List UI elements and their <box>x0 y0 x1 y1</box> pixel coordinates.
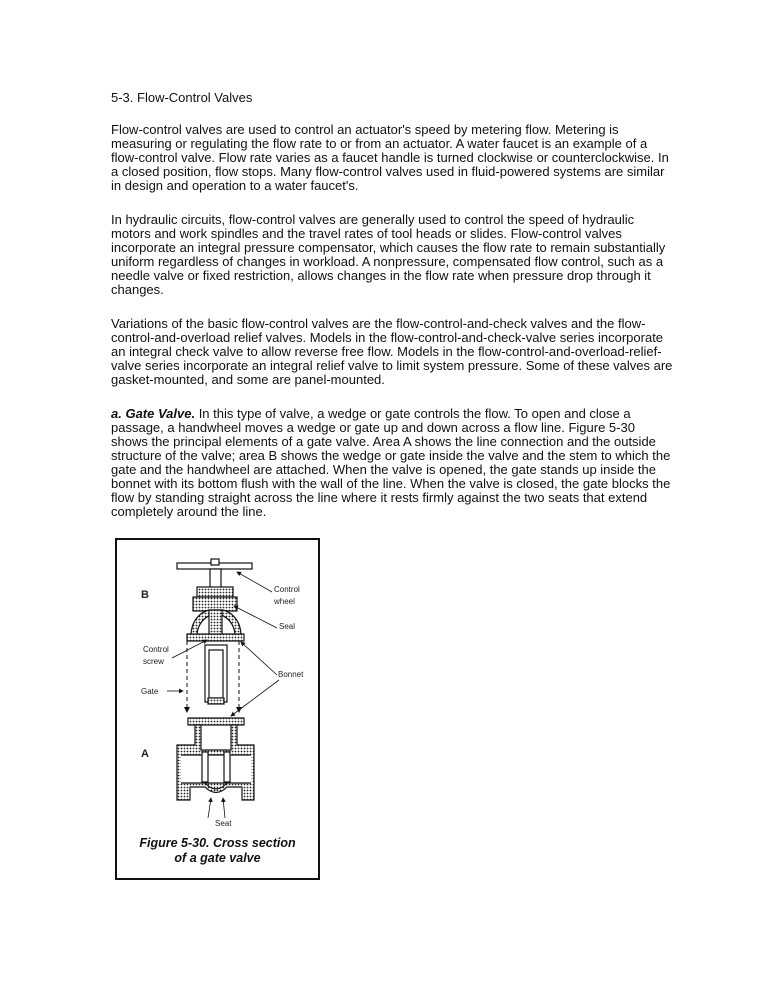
text-line: bonnet with its bottom flush with the wall of the line. When the valve is closed, the gate blocks the <box>111 476 671 491</box>
gate-valve-heading: a. Gate Valve. <box>111 406 196 421</box>
document-page <box>111 91 671 539</box>
text-line: an integral check valve to allow reverse free flow. Models in the flow-control-and-overload-relief- <box>111 344 662 359</box>
paragraph-3 <box>111 317 671 387</box>
label-area-b: B <box>141 589 149 601</box>
text-line: uniform regardless of changes in workload. A nonpressure, compensated flow control, such as a <box>111 254 664 269</box>
label-control-wheel-1: Control <box>274 585 300 594</box>
text-line: incorporate an integral pressure compensator, which causes the flow rate to remain substantially <box>111 240 666 255</box>
label-seat: Seat <box>215 819 232 828</box>
figure-caption-line-1: Figure 5-30. Cross section <box>139 836 296 850</box>
text-line: valve series incorporate an integral relief valve to limit system pressure. Some of these valves are <box>111 358 673 373</box>
text-run: In this type of valve, a wedge or gate controls the flow. To open and close a <box>195 406 631 421</box>
text-line: changes. <box>111 282 164 297</box>
text-line: a closed position, flow stops. Many flow-control valves used in fluid-powered systems are similar <box>111 164 665 179</box>
section-title: 5-3. Flow-Control Valves <box>111 90 253 105</box>
text-line: flow by standing straight across the line where it rests firmly against the two seats that extend <box>111 490 648 505</box>
label-bonnet: Bonnet <box>278 670 304 679</box>
text-line: structure of the valve; area B shows the wedge or gate inside the valve and the stem to which the <box>111 448 671 463</box>
text-line: Variations of the basic flow-control valves are the flow-control-and-check valves and the flow- <box>111 316 646 331</box>
text-line: gasket-mounted, and some are panel-mounted. <box>111 372 385 387</box>
label-control-wheel-2: wheel <box>274 597 295 606</box>
text-line: Flow-control valves are used to control an actuator's speed by metering flow. Metering is <box>111 122 619 137</box>
figure-gate-valve <box>115 538 320 880</box>
text-line: completely around the line. <box>111 504 267 519</box>
text-line: In hydraulic circuits, flow-control valves are generally used to control the speed of hydraulic <box>111 212 635 227</box>
text-line: measuring or regulating the flow rate to or from an actuator. A water faucet is an example of a <box>111 136 648 151</box>
text-line: shows the principal elements of a gate valve. Area A shows the line connection and the outside <box>111 434 656 449</box>
paragraph-1 <box>111 123 671 193</box>
label-area-a: A <box>141 748 149 760</box>
text-line <box>111 407 671 421</box>
text-line: needle valve or fixed restriction, allows changes in the flow rate when pressure drop through it <box>111 268 651 283</box>
label-seal: Seal <box>279 622 296 631</box>
label-control-screw-1: Control <box>143 645 169 654</box>
text-line: passage, a handwheel moves a wedge or gate up and down across a flow line. Figure 5-30 <box>111 420 635 435</box>
label-control-screw-2: screw <box>143 657 164 666</box>
paragraph-2 <box>111 213 671 297</box>
figure-caption-line-2: of a gate valve <box>174 851 261 865</box>
text-line: gate and the handwheel are attached. When the valve is opened, the gate stands up inside the <box>111 462 656 477</box>
text-line: flow-control valve. Flow rate varies as a faucet handle is turned clockwise or counterclockwise. In <box>111 150 669 165</box>
paragraph-gate-valve <box>111 407 671 519</box>
label-gate: Gate <box>141 687 159 696</box>
text-line: control-and-overload relief valves. Models in the flow-control-and-check-valve series incorporate <box>111 330 664 345</box>
text-line: motors and work spindles and the travel rates of tool heads or slides. Flow-control valves <box>111 226 622 241</box>
text-line: in design and operation to a water faucet's. <box>111 178 359 193</box>
